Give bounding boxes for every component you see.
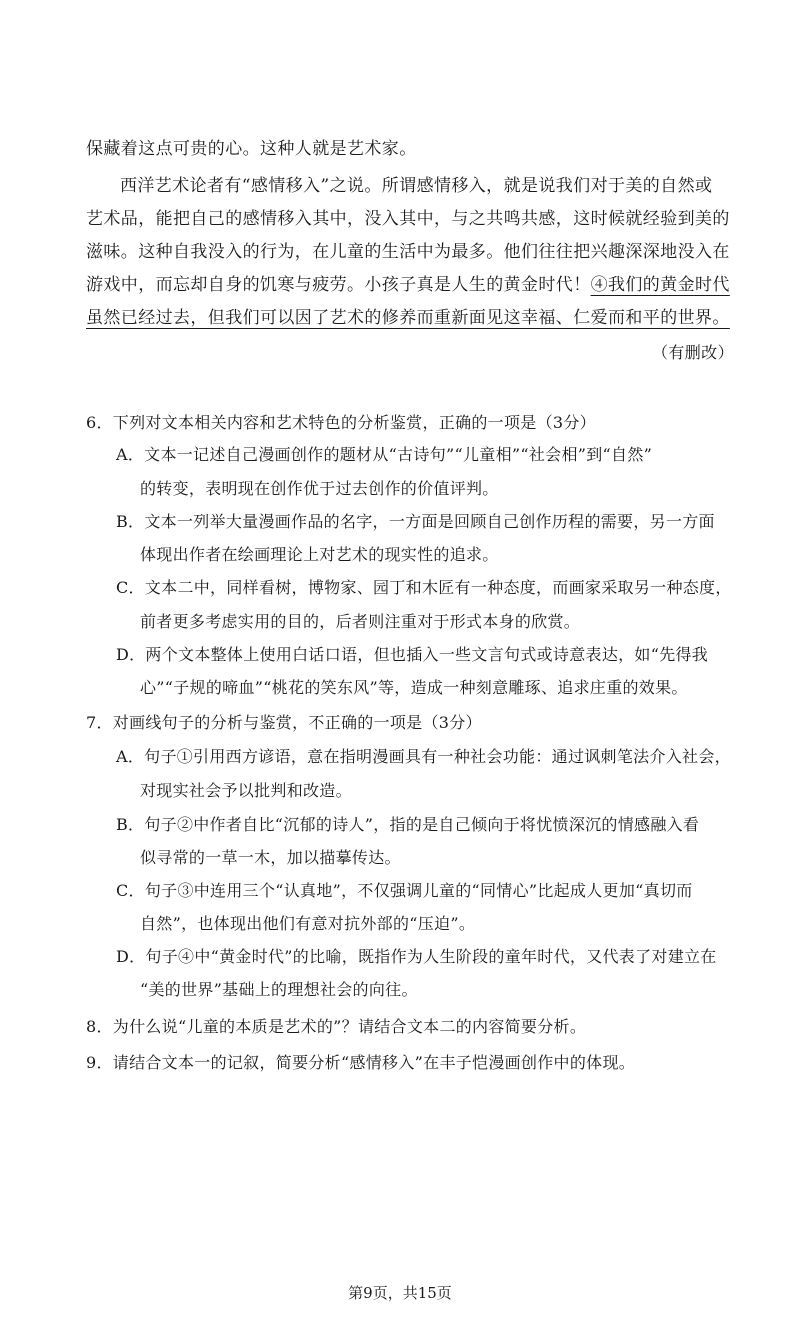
question-6-stem: 6．下列对文本相关内容和艺术特色的分析鉴赏，正确的一项是（3分） [86,413,596,432]
question-7-option-d-cont: “美的世界”基础上的理想社会的向往。 [140,980,418,999]
question-6-option-b-cont: 体现出作者在绘画理论上对艺术的现实性的追求。 [140,545,499,564]
question-7-option-b: B．句子②中作者自比“沉郁的诗人”，指的是自己倾向于将忧愤深沉的情感融入看 [116,815,700,834]
page-number: 第9页，共15页 [348,1284,452,1302]
question-7-option-a-cont: 对现实社会予以批判和改造。 [140,781,352,800]
question-6-option-c: C．文本二中，同样看树，博物家、园丁和木匠有一种态度，而画家采取另一种态度， [116,578,732,597]
question-9: 9．请结合文本一的记叙，简要分析“感情移入”在丰子恺漫画创作中的体现。 [86,1053,636,1072]
question-7-option-c: C．句子③中连用三个“认真地”，不仅强调儿童的“同情心”比起成人更加“真切而 [116,881,693,900]
question-7-stem: 7．对画线句子的分析与鉴赏，不正确的一项是（3分） [86,713,482,732]
question-6-option-d-cont: 心”“子规的啼血”“桃花的笑东风”等，造成一种刻意雕琢、追求庄重的效果。 [140,678,688,697]
question-6-option-a: A．文本一记述自己漫画创作的题材从“古诗句”“儿童相”“社会相”到“自然” [116,445,653,464]
question-6-option-c-cont: 前者更多考虑实用的目的，后者则注重对于形式本身的欣赏。 [140,612,581,631]
passage-line: 保藏着这点可贵的心。这种人就是艺术家。 [86,139,417,159]
passage-line: 滋味。这种自我没入的行为，在儿童的生活中为最多。他们往往把兴趣深深地没入在 [86,242,730,262]
underlined-sentence-4: ④我们的黄金时代 [590,275,730,295]
question-6-option-b: B．文本一列举大量漫画作品的名字，一方面是回顾自己创作历程的需要，另一方面 [116,512,715,531]
question-8: 8．为什么说“儿童的本质是艺术的”？请结合文本二的内容简要分析。 [86,1017,587,1036]
underlined-sentence-4: 虽然已经过去，但我们可以因了艺术的修养而重新面见这幸福、仁爱而和平的世界。 [86,308,730,328]
passage-line: 艺术品，能把自己的感情移入其中，没入其中，与之共鸣共感，这时候就经验到美的 [86,209,730,229]
question-7-option-d: D．句子④中“黄金时代”的比喻，既指作为人生阶段的童年时代，又代表了对建立在 [116,947,717,966]
passage-text: 游戏中，而忘却自身的饥寒与疲劳。小孩子真是人生的黄金时代！ [86,275,591,295]
question-7-option-a: A．句子①引用西方谚语，意在指明漫画具有一种社会功能：通过讽刺笔法介入社会， [116,747,731,766]
question-6-option-d: D．两个文本整体上使用白话口语，但也插入一些文言句式或诗意表达，如“先得我 [116,645,709,664]
question-7-option-c-cont: 自然”，也体现出他们有意对抗外部的“压迫”。 [140,914,476,933]
question-7-option-b-cont: 似寻常的一草一木，加以描摹传达。 [140,848,401,867]
passage-line: 西洋艺术论者有“感情移入”之说。所谓感情移入，就是说我们对于美的自然或 [120,176,713,196]
source-note: （有删改） [651,343,734,362]
question-6-option-a-cont: 的转变，表明现在创作优于过去创作的价值评判。 [140,479,499,498]
passage-line [86,274,730,296]
